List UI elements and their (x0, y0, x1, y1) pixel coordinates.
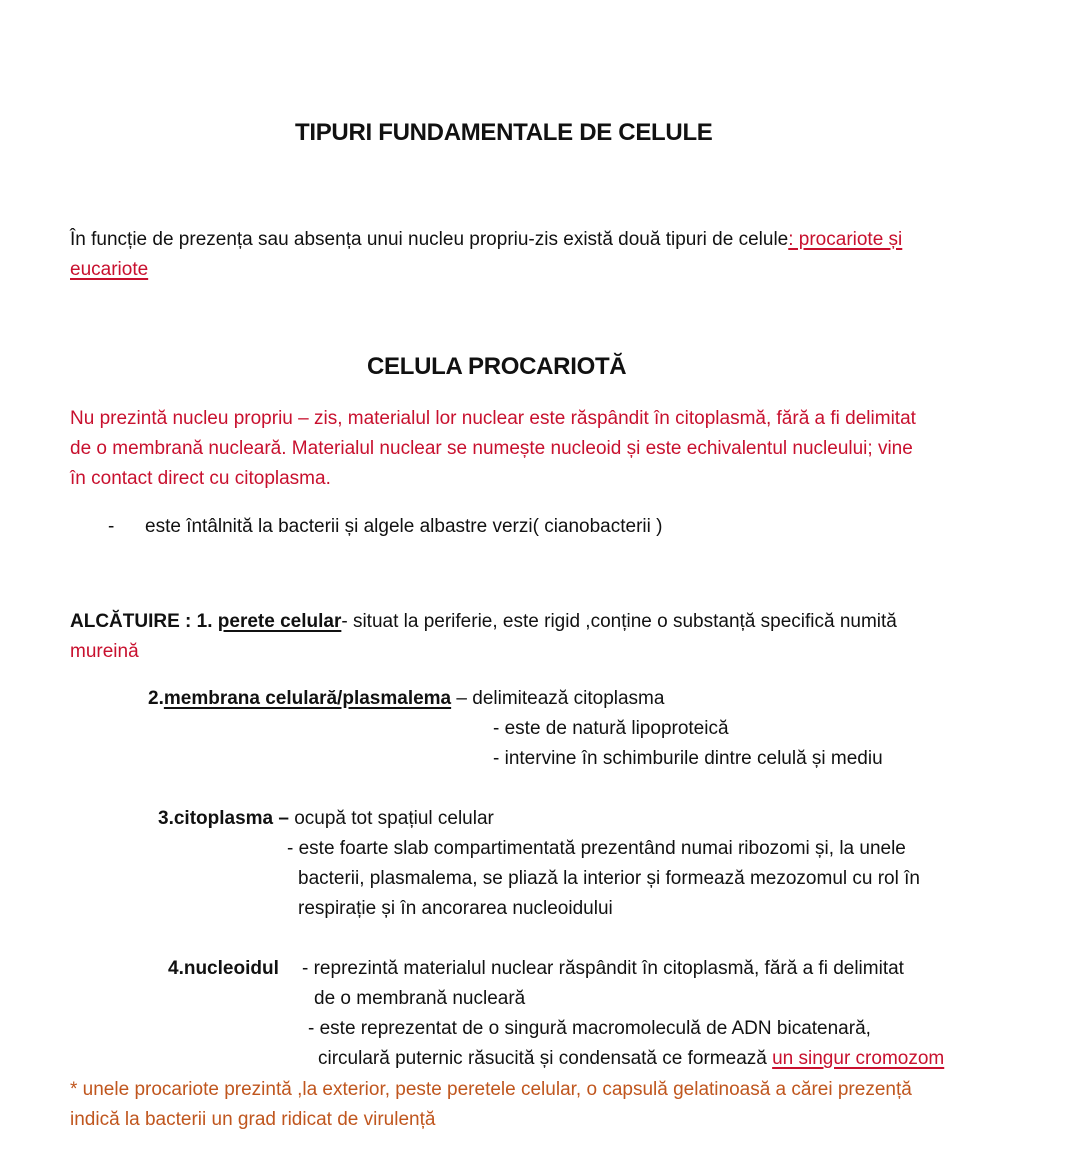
cytoplasm-line-1: ocupă tot spațiul celular (288, 808, 494, 829)
composition-item-1 (70, 607, 897, 667)
membrane-line-1: – delimitează citoplasma (451, 688, 665, 709)
document-title: TIPURI FUNDAMENTALE DE CELULE (295, 119, 713, 146)
description-line-3: în contact direct cu citoplasma. (70, 468, 331, 489)
membrane-line-2: - este de natură lipoproteică (493, 718, 729, 739)
cytoplasm-term: 3.citoplasma – (158, 808, 289, 829)
intro-text: În funcție de prezența sau absența unui nucleu propriu-zis există două tipuri de celule (70, 229, 789, 250)
cytoplasm-line-4: respirație și în ancorarea nucleoidului (298, 898, 613, 919)
description-line-2: de o membrană nucleară. Materialul nuclear se numește nucleoid și este echivalentul nucleului; vine (70, 438, 913, 459)
composition-item-2-heading (148, 684, 664, 714)
composition-label: ALCĂTUIRE : 1. (70, 611, 218, 632)
nucleoid-line-3: - este reprezentat de o singură macromoleculă de ADN bicatenară, (308, 1018, 871, 1039)
single-chromosome: un singur cromozom (772, 1048, 945, 1069)
footnote-line-2: indică la bacterii un grad ridicat de virulență (70, 1109, 436, 1130)
membrane-term: membrana celulară/plasmalema (163, 688, 452, 709)
cytoplasm-line-3: bacterii, plasmalema, se pliază la interior și formează mezozomul cu rol în (298, 868, 920, 889)
footnote (70, 1075, 912, 1135)
intro-link-types: : procariote și (788, 229, 903, 250)
composition-item-3-heading (158, 804, 494, 834)
murein-word: mureină (70, 641, 139, 662)
intro-link-eukaryotes: eucariote (70, 259, 149, 280)
nucleoid-line-1: - reprezintă materialul nuclear răspândit în citoplasmă, fără a fi delimitat (302, 958, 904, 979)
nucleoid-line-4-wrapper (318, 1044, 944, 1074)
membrane-line-3: - intervine în schimburile dintre celulă și mediu (493, 748, 883, 769)
nucleoid-term: 4.nucleoidul (168, 958, 279, 979)
membrane-number: 2. (148, 688, 164, 709)
intro-paragraph (70, 225, 902, 285)
nucleoid-line-4: circulară puternic răsucită și condensată ce formează (318, 1048, 773, 1069)
cell-wall-text: - situat la periferie, este rigid ,conține o substanță specifică numită (341, 611, 897, 632)
section-title: CELULA PROCARIOTĂ (367, 353, 627, 380)
prokaryote-description (70, 404, 916, 494)
bullet-text: este întâlnită la bacterii și algele albastre verzi( cianobacterii ) (145, 516, 663, 537)
nucleoid-line-2: de o membrană nucleară (314, 988, 526, 1009)
description-line-1: Nu prezintă nucleu propriu – zis, materialul lor nuclear este răspândit în citoplasmă, fără a fi delimitat (70, 408, 916, 429)
cell-wall-term: perete celular (217, 611, 342, 632)
bullet-marker: - (108, 516, 115, 537)
cytoplasm-line-2: - este foarte slab compartimentată prezentând numai ribozomi și, la unele (287, 838, 906, 859)
footnote-line-1: * unele procariote prezintă ,la exterior, peste peretele celular, o capsulă gelatinoasă a cărei prezență (70, 1079, 912, 1100)
